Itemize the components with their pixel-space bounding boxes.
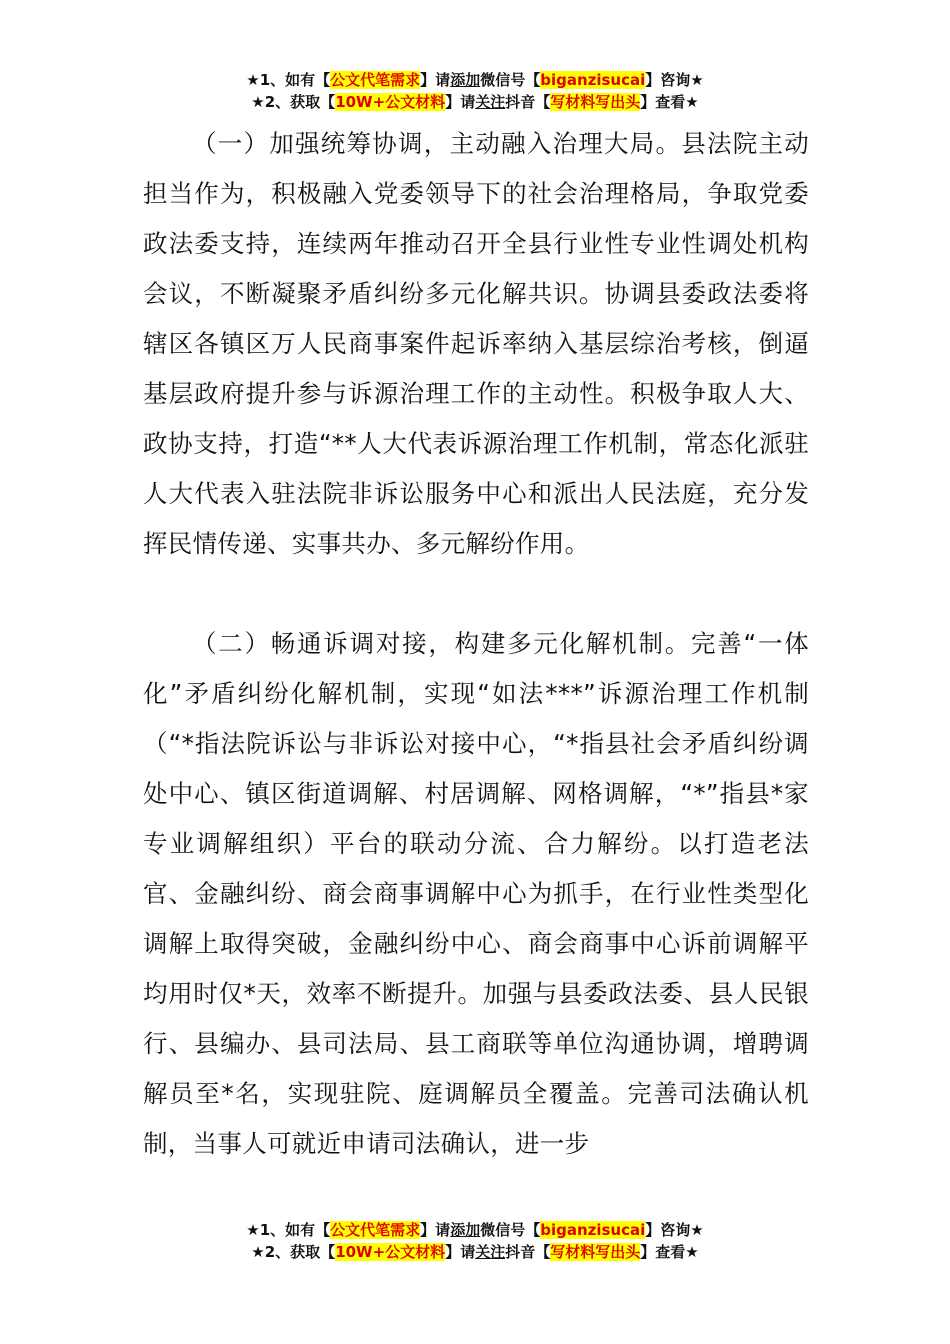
- banner-line-2: [0, 91, 950, 113]
- banner-text: 】请: [445, 93, 476, 111]
- banner-wechat-id: biganzisucai: [540, 71, 646, 89]
- paragraph-1: （一）加强统筹协调，主动融入治理大局。县法院主动担当作为，积极融入党委领导下的社会治理格局，争取党委政法委支持，连续两年推动召开全县行业性专业性调处机构会议，不断凝聚矛盾纠纷多元化解共识。协调县委政法委将辖区各镇区万人民商事案件起诉率纳入基层综治考核，倒逼基层政府提升参与诉源治理工作的主动性。积极争取人大、政协支持，打造“**人大代表诉源治理工作机制，常态化派驻人大代表入驻法院非诉讼服务中心和派出人民法庭，充分发挥民情传递、实事共办、多元解纷作用。: [143, 129, 809, 558]
- footer-banner: [0, 1219, 950, 1263]
- paragraph-spacer: [143, 569, 809, 619]
- banner-highlight: 公文代笔需求: [330, 1221, 421, 1239]
- banner-douyin-id: 写材料写出头: [550, 93, 641, 111]
- banner-text: 】咨询★: [645, 71, 704, 89]
- banner-underline: 添加: [450, 1221, 481, 1239]
- banner-text: 抖音【: [505, 93, 551, 111]
- banner-text: 】查看★: [640, 1243, 699, 1261]
- banner-text: 】咨询★: [645, 1221, 704, 1239]
- banner-text: 】请: [420, 1221, 451, 1239]
- banner-underline: 关注: [475, 93, 506, 111]
- banner-text: 】请: [445, 1243, 476, 1261]
- banner-text: 】查看★: [640, 93, 699, 111]
- banner-highlight: 10W+公文材料: [335, 1243, 446, 1261]
- banner-text: ★1、如有【: [246, 1221, 331, 1239]
- banner-douyin-id: 写材料写出头: [550, 1243, 641, 1261]
- banner-text: 抖音【: [505, 1243, 551, 1261]
- banner-line-1: [0, 69, 950, 91]
- banner-highlight: 10W+公文材料: [335, 93, 446, 111]
- banner-text: ★1、如有【: [246, 71, 331, 89]
- banner-line-1: [0, 1219, 950, 1241]
- header-banner: [0, 69, 950, 113]
- paragraph-2: （二）畅通诉调对接，构建多元化解机制。完善“一体化”矛盾纠纷化解机制，实现“如法***”诉源治理工作机制（“*指法院诉讼与非诉讼对接中心，“*指县社会矛盾纠纷调处中心、镇区街道调解、村居调解、网格调解，“*”指县*家专业调解组织）平台的联动分流、合力解纷。以打造老法官、金融纠纷、商会商事调解中心为抓手，在行业性类型化调解上取得突破，金融纠纷中心、商会商事中心诉前调解平均用时仅*天，效率不断提升。加强与县委政法委、县人民银行、县编办、县司法局、县工商联等单位沟通协调，增聘调解员至*名，实现驻院、庭调解员全覆盖。完善司法确认机制，当事人可就近申请司法确认，进一步: [143, 629, 809, 1158]
- banner-text: 微信号【: [480, 1221, 541, 1239]
- banner-highlight: 公文代笔需求: [330, 71, 421, 89]
- banner-line-2: [0, 1241, 950, 1263]
- banner-text: ★2、获取【: [251, 1243, 336, 1261]
- banner-text: 微信号【: [480, 71, 541, 89]
- banner-underline: 添加: [450, 71, 481, 89]
- banner-text: 】请: [420, 71, 451, 89]
- document-body: [143, 119, 809, 1169]
- banner-underline: 关注: [475, 1243, 506, 1261]
- banner-wechat-id: biganzisucai: [540, 1221, 646, 1239]
- banner-text: ★2、获取【: [251, 93, 336, 111]
